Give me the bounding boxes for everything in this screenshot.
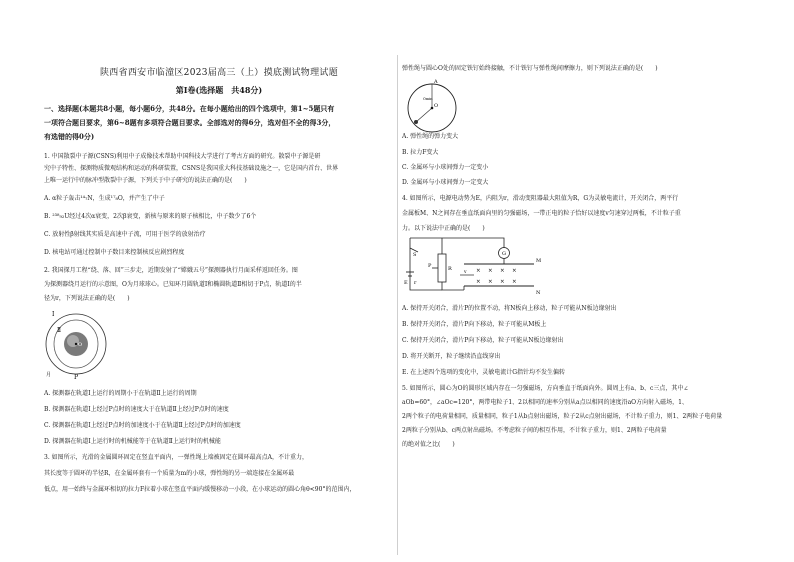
- plate-label-n: N: [536, 290, 541, 296]
- q4-option-b: B. 保持开关闭合，滑片P向下移动，粒子可能从M板上: [402, 321, 547, 328]
- ring-label-a: A: [434, 79, 438, 85]
- q3-stem-line3: 低点，用一始终与金属环相切的拉力F拉着小球在竖直平面内缓慢移动一小段，在小球运动的圆心角θ<90°的范围内，: [44, 486, 356, 493]
- q3-option-b: B. 拉力F变大: [402, 149, 439, 156]
- page-title: 陕西省西安市临潼区2023届高三（上）摸底测试物理试题: [99, 68, 338, 78]
- q4-option-d: D. 将开关断开，粒子继续沿直线穿出: [402, 353, 501, 360]
- page-subtitle: 第Ⅰ卷(选择题 共48分): [175, 85, 263, 95]
- q5-stem-line2: aOb=60°，∠aOc=120°，两带电粒子1、2以相同的速率分别从a点以相同的速度沿aO方向射入磁场，1、: [402, 399, 688, 406]
- q4-stem-line2: 金属板M、N之间存在垂直纸面向里的匀强磁场，一带正电的粒子恰好以速度v匀速穿过两板，不计粒子重: [402, 210, 681, 217]
- q1-stem-line3: 上唯一运行中的脉冲型散裂中子源，下列关于中子研究的说法正确的是( ): [44, 177, 247, 184]
- ring-label-omin: Omin: [423, 97, 433, 101]
- q3-stem-line1: 3. 如图所示，光滑的金属圆环固定在竖直平面内，一弹性绳上端被固定在圆环最高点A，不计重力，: [44, 454, 308, 461]
- field-x-8: ×: [512, 279, 517, 285]
- column-divider: [397, 55, 398, 555]
- q4-stem-line1: 4. 如图所示，电源电动势为E，内阻为r，滑动变阻器最大阻值为R，G为灵敏电流计，开关闭合，两平行: [402, 195, 679, 202]
- circuit-label-s: S: [413, 252, 417, 258]
- circuit-label-r: R: [448, 266, 452, 272]
- q3-option-d: D. 金属环与小球间弹力一定变大: [402, 179, 489, 186]
- field-x-7: ×: [500, 279, 505, 285]
- q1-stem-line2: 究中子特性、探测物质微观结构和运动的科研装置，CSNS是我国重大科技基础设施之一，它是国内首台、世界: [44, 165, 339, 172]
- q5-stem-line1: 5. 如图所示，圆心为O的圆形区域内存在一匀强磁场，方向垂直于纸面向外。圆周上有a、b、c三点，其中∠: [402, 385, 689, 392]
- q3-option-c: C. 金属环与小球间弹力一定变小: [402, 164, 489, 171]
- field-x-4: ×: [512, 268, 517, 274]
- circuit-label-e: E: [404, 280, 408, 286]
- field-x-1: ×: [476, 268, 481, 274]
- q4-option-e: E. 在上述四个选项的变化中，灵敏电流计G指针均不发生偏转: [402, 369, 565, 376]
- field-x-6: ×: [488, 279, 493, 285]
- q5-stem-line4: 2两粒子分别从b、c两点射出磁场。不考虑粒子间的相互作用，不计粒子重力，则1、2两粒子电荷量: [402, 427, 667, 434]
- q2-option-a: A. 探测器在轨道Ⅰ上运行的周期小于在轨道Ⅱ上运行的周期: [44, 390, 197, 397]
- section-instructions-line3: 有选错的得0分): [44, 132, 95, 141]
- moon-label: 月: [46, 372, 52, 378]
- right-column: [402, 0, 754, 562]
- plate-label-m: M: [536, 258, 542, 264]
- circuit-label-p: P: [428, 263, 432, 269]
- field-x-5: ×: [476, 279, 481, 285]
- point-label-p: P: [74, 374, 79, 380]
- orbit-label-1: Ⅰ: [52, 311, 55, 318]
- section-instructions-line2: 一项符合题目要求，第6~8题有多项符合题目要求。全部选对的得6分，选对但不全的得3分，: [44, 118, 336, 127]
- q3-option-a: A. 弹性绳的弹力变大: [402, 133, 459, 140]
- q3-stem-line2: 其长度等于圆环的半径R，在金属环套有一个质量为m的小球，弹性绳的另一端连接在金属环最: [44, 470, 295, 477]
- q4-option-c: C. 保持开关闭合，滑片P向下移动，粒子可能从N板边缘射出: [402, 337, 564, 344]
- q2-option-c: C. 探测器在轨道Ⅰ上经过P点时的加速度小于在轨道Ⅱ上经过P点时的加速度: [44, 422, 241, 429]
- circuit-label-ri: r: [414, 280, 417, 286]
- q2-stem-line3: 径为r，下列说法正确的是( ): [44, 295, 130, 302]
- ring-label-o: O: [434, 103, 439, 109]
- q2-stem-line2: 为探测器绕月运行的示意图，O为月球球心。已知环月圆轨道Ⅰ和椭圆轨道Ⅱ相切于P点，轨道Ⅰ的半: [44, 281, 302, 288]
- left-column: [44, 0, 394, 562]
- q1-option-c: C. 放射性β射线其实质是高速中子流，可用于医学的放射治疗: [44, 231, 206, 238]
- q1-stem-line1: 1. 中国散裂中子源(CSNS)利用中子成像技术帮助中国科技大学进行了考古方面的研究。散裂中子源是研: [44, 153, 321, 160]
- velocity-label: v: [464, 270, 467, 275]
- center-label-o: O: [78, 342, 83, 348]
- orbit-label-2: Ⅱ: [57, 327, 62, 334]
- field-x-2: ×: [488, 268, 493, 274]
- q1-option-a: A. α粒子轰击¹⁴₇N，生成¹⁷₈O，并产生了中子: [44, 195, 165, 202]
- section-instructions-line1: 一、选择题(本题共8小题，每小题6分，共48分。在每小题给出的四个选项中，第1~5题只有: [44, 104, 335, 113]
- q2-stem-line1: 2. 我国探月工程“绕、落、回”三步走，近期发射了“嫦娥五号”探测器执行月面采样返回任务。图: [44, 267, 298, 274]
- circuit-label-g: G: [502, 251, 506, 257]
- q1-option-d: D. 核电站可通过控制中子数目来控制核反应剧烈程度: [44, 249, 185, 256]
- q2-option-b: B. 探测器在轨道Ⅰ上经过P点时的速度大于在轨道Ⅱ上经过P点时的速度: [44, 406, 229, 413]
- q5-stem-line3: 2两个粒子的电荷量相同，质量相同，粒子1从b点射出磁场，粒子2从c点射出磁场，不计粒子重力，则1、2两粒子电荷量: [402, 413, 723, 420]
- q4-option-a: A. 保持开关闭合，滑片P的位置不动，将N板向上移动，粒子可能从N板边缘射出: [402, 305, 617, 312]
- orbit-figure: [44, 304, 114, 380]
- circuit-figure: [404, 234, 544, 296]
- q3-stem-continued: 弹性绳与圆心O处的固定铁钉始终接触，不计铁钉与弹性绳间摩擦力，则下列说法正确的是( ): [402, 65, 658, 72]
- q4-stem-line3: 力。以下说法中正确的是( ): [402, 225, 485, 232]
- ring-figure: [404, 76, 464, 136]
- q2-option-d: D. 探测器在轨道Ⅰ上运行时的机械能等于在轨道Ⅱ上运行时的机械能: [44, 438, 221, 445]
- q5-stem-line5: 的绝对值之比( ): [402, 441, 455, 448]
- field-x-3: ×: [500, 268, 505, 274]
- q1-option-b: B. ²³⁸₉₂U经过4次α衰变，2次β衰变，新核与原来的原子核相比，中子数少了6个: [44, 213, 257, 220]
